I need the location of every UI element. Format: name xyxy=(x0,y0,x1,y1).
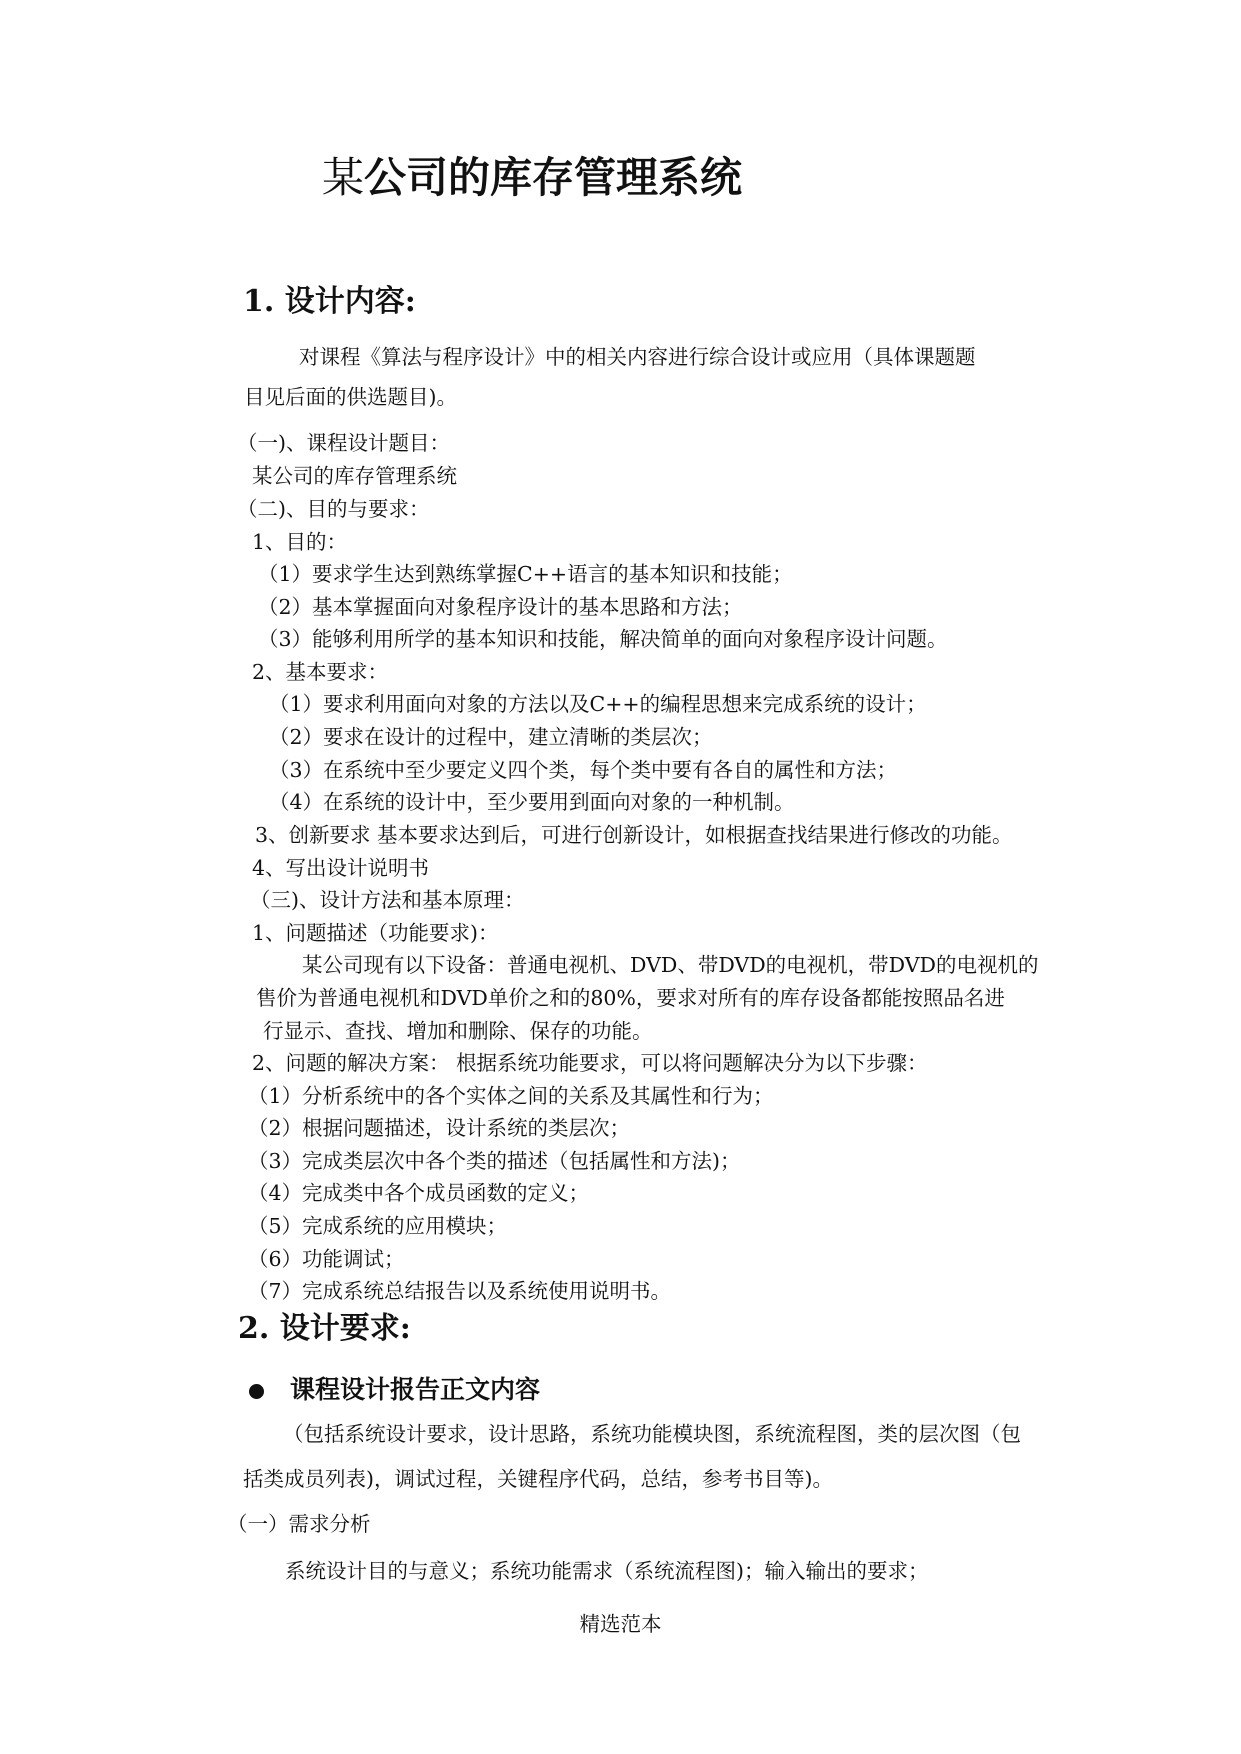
solution-step-7: （7）完成系统总结报告以及系统使用说明书。 xyxy=(248,1279,672,1303)
problem-description-line-2: 售价为普通电视机和DVD单价之和的80%，要求对所有的库存设备都能按照品名进 xyxy=(256,986,1005,1010)
basic-requirement-2: （2）要求在设计的过程中，建立清晰的类层次； xyxy=(269,725,713,749)
subsection-title-heading: （一)、课程设计题目： xyxy=(237,431,450,455)
subsection-method-heading: （三)、设计方法和基本原理： xyxy=(250,888,525,912)
bullet-dot xyxy=(249,1384,264,1399)
document-title xyxy=(322,153,743,202)
solution-step-6: （6）功能调试； xyxy=(248,1247,405,1271)
section-1-heading: 1. 设计内容: xyxy=(243,284,416,319)
basic-requirement-4: （4）在系统的设计中，至少要用到面向对象的一种机制。 xyxy=(269,790,795,814)
title-rest: 公司的库存管理系统 xyxy=(364,153,743,202)
solution-step-2: （2）根据问题描述，设计系统的类层次； xyxy=(248,1116,631,1140)
solution-step-4: （4）完成类中各个成员函数的定义； xyxy=(248,1181,590,1205)
requirements-analysis-heading: （一）需求分析 xyxy=(227,1512,371,1536)
page-footer: 精选范本 xyxy=(579,1612,662,1636)
solution-label: 2、问题的解决方案： 根据系统功能要求，可以将问题解决分为以下步骤： xyxy=(252,1051,928,1075)
innovation-requirement: 3、创新要求 基本要求达到后，可进行创新设计，如根据查找结果进行修改的功能。 xyxy=(255,823,1013,847)
report-content-heading: 课程设计报告正文内容 xyxy=(290,1375,541,1404)
basic-requirement-1: （1）要求利用面向对象的方法以及C++的编程思想来完成系统的设计； xyxy=(269,692,927,716)
subsection-goals-heading: （二)、目的与要求： xyxy=(237,497,430,521)
intro-line-1: 对课程《算法与程序设计》中的相关内容进行综合设计或应用（具体课题题 xyxy=(299,345,976,369)
intro-line-2: 目见后面的供选题目)。 xyxy=(244,385,457,409)
requirements-analysis-text: 系统设计目的与意义；系统功能需求（系统流程图)；输入输出的要求； xyxy=(285,1559,929,1583)
goal-item-2: （2）基本掌握面向对象程序设计的基本思路和方法； xyxy=(258,595,743,619)
course-topic: 某公司的库存管理系统 xyxy=(252,464,457,488)
problem-description-line-1: 某公司现有以下设备：普通电视机、DVD、带DVD的电视机，带DVD的电视机的 xyxy=(302,953,1039,977)
goal-item-1: （1）要求学生达到熟练掌握C++语言的基本知识和技能； xyxy=(258,562,793,586)
problem-description-label: 1、问题描述（功能要求)： xyxy=(252,921,499,945)
solution-step-1: （1）分析系统中的各个实体之间的关系及其属性和行为； xyxy=(248,1084,774,1108)
problem-description-line-3: 行显示、查找、增加和删除、保存的功能。 xyxy=(263,1019,653,1043)
solution-step-5: （5）完成系统的应用模块； xyxy=(248,1214,508,1238)
write-manual-item: 4、写出设计说明书 xyxy=(252,856,430,880)
title-first-char: 某 xyxy=(322,153,365,202)
section-2-heading: 2. 设计要求: xyxy=(238,1311,411,1346)
basic-requirement-3: （3）在系统中至少要定义四个类，每个类中要有各自的属性和方法； xyxy=(269,758,898,782)
goal-label: 1、目的： xyxy=(252,530,348,554)
report-content-line-2: 括类成员列表)，调试过程，关键程序代码，总结，参考书目等)。 xyxy=(243,1467,833,1491)
solution-step-3: （3）完成类层次中各个类的描述（包括属性和方法)； xyxy=(248,1149,741,1173)
report-content-line-1: （包括系统设计要求，设计思路，系统功能模块图，系统流程图，类的层次图（包 xyxy=(283,1422,1021,1446)
goal-item-3: （3）能够利用所学的基本知识和技能，解决简单的面向对象程序设计问题。 xyxy=(258,627,948,651)
basic-requirements-label: 2、基本要求： xyxy=(252,660,389,684)
